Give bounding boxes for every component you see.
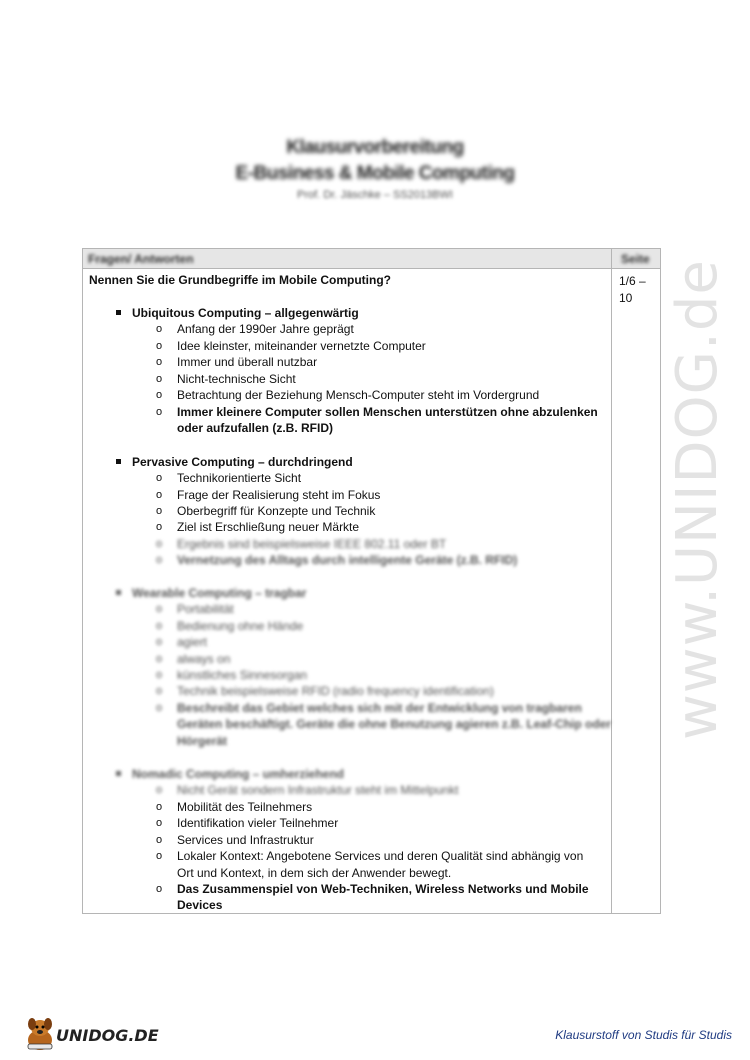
list-item: Vernetzung des Alltags durch intelligente Geräte (z.B. RFID) — [177, 553, 518, 567]
list-item: agiert — [177, 635, 208, 649]
list-item: Services und Infrastruktur — [177, 833, 314, 847]
question-text: Nennen Sie die Grundbegriffe im Mobile Computing? — [89, 273, 392, 287]
table-header — [83, 249, 660, 269]
footer-tagline: Klausurstoff von Studis für Studis — [555, 1028, 732, 1042]
circle-bullet-icon: o — [156, 603, 163, 615]
list-item: Ziel ist Erschließung neuer Märkte — [177, 520, 360, 534]
page-reference: 1/6 – 10 — [619, 274, 646, 305]
list-item: always on — [177, 652, 231, 666]
circle-bullet-icon: o — [156, 685, 163, 697]
dog-mascot-icon — [22, 1014, 58, 1054]
watermark: www.UNIDOG.de — [665, 259, 730, 740]
list-item: Immer kleinere Computer sollen Menschen unterstützen ohne abzulenken — [177, 405, 598, 419]
circle-bullet-icon: o — [156, 784, 163, 796]
subtitle: Prof. Dr. Jäschke – SS2013BWI — [297, 189, 453, 201]
circle-bullet-icon: o — [156, 389, 163, 401]
circle-bullet-icon: o — [156, 356, 163, 368]
list-item: Oberbegriff für Konzepte und Technik — [177, 504, 376, 518]
circle-bullet-icon: o — [156, 489, 163, 501]
circle-bullet-icon: o — [156, 472, 163, 484]
circle-bullet-icon: o — [156, 801, 163, 813]
list-item-continuation: Geräten beschäftigt. Geräte die ohne Benutzung agieren z.B. Leaf-Chip oder — [177, 717, 612, 731]
list-item: Immer und überall nutzbar — [177, 355, 318, 369]
column-divider — [611, 249, 612, 913]
circle-bullet-icon: o — [156, 834, 163, 846]
list-item: Technik beispielsweise RFID (radio frequency identification) — [177, 684, 494, 698]
list-item: Bedienung ohne Hände — [177, 619, 304, 633]
title-line-1: Klausurvorbereitung — [286, 137, 464, 158]
section-title: Wearable Computing – tragbar — [132, 586, 307, 600]
list-item-continuation: Ort und Kontext, in dem sich der Anwender bewegt. — [177, 866, 452, 880]
section-title: Ubiquitous Computing – allgegenwärtig — [132, 306, 359, 320]
list-item: Technikorientierte Sicht — [177, 471, 302, 485]
circle-bullet-icon: o — [156, 883, 163, 895]
list-item: Identifikation vieler Teilnehmer — [177, 816, 339, 830]
column-header-questions: Fragen/ Antworten — [88, 252, 194, 266]
square-bullet-icon — [116, 590, 121, 595]
circle-bullet-icon: o — [156, 538, 163, 550]
list-item: Nicht Gerät sondern Infrastruktur steht im Mittelpunkt — [177, 783, 459, 797]
square-bullet-icon — [116, 771, 121, 776]
section-title: Pervasive Computing – durchdringend — [132, 455, 353, 469]
list-item: Mobilität des Teilnehmers — [177, 800, 313, 814]
list-item-continuation: Devices — [177, 898, 223, 912]
circle-bullet-icon: o — [156, 850, 163, 862]
circle-bullet-icon: o — [156, 521, 163, 533]
list-item: künstliches Sinnesorgan — [177, 668, 308, 682]
circle-bullet-icon: o — [156, 669, 163, 681]
title-line-2: E-Business & Mobile Computing — [235, 163, 515, 184]
circle-bullet-icon: o — [156, 373, 163, 385]
circle-bullet-icon: o — [156, 653, 163, 665]
list-item: Das Zusammenspiel von Web-Techniken, Wireless Networks und Mobile — [177, 882, 589, 896]
list-item: Beschreibt das Gebiet welches sich mit der Entwicklung von tragbaren — [177, 701, 582, 715]
list-item: Idee kleinster, miteinander vernetzte Computer — [177, 339, 426, 353]
circle-bullet-icon: o — [156, 505, 163, 517]
square-bullet-icon — [116, 459, 121, 464]
column-header-page: Seite — [621, 252, 650, 266]
qa-table — [82, 248, 661, 914]
list-item: Betrachtung der Beziehung Mensch-Computer steht im Vordergrund — [177, 388, 540, 402]
circle-bullet-icon: o — [156, 406, 163, 418]
circle-bullet-icon: o — [156, 620, 163, 632]
list-item: Lokaler Kontext: Angebotene Services und deren Qualität sind abhängig von — [177, 849, 584, 863]
list-item-continuation: oder aufzufallen (z.B. RFID) — [177, 421, 333, 435]
list-item: Anfang der 1990er Jahre geprägt — [177, 322, 354, 336]
circle-bullet-icon: o — [156, 323, 163, 335]
circle-bullet-icon: o — [156, 817, 163, 829]
list-item: Frage der Realisierung steht im Fokus — [177, 488, 381, 502]
section-title: Nomadic Computing – umherziehend — [132, 767, 345, 781]
list-item: Ergebnis sind beispielsweise IEEE 802.11 oder BT — [177, 537, 447, 551]
list-item: Nicht-technische Sicht — [177, 372, 296, 386]
circle-bullet-icon: o — [156, 554, 163, 566]
circle-bullet-icon: o — [156, 340, 163, 352]
square-bullet-icon — [116, 310, 121, 315]
circle-bullet-icon: o — [156, 636, 163, 648]
unidog-logo — [22, 1014, 159, 1054]
document-header — [0, 135, 750, 201]
list-item-continuation: Hörgerät — [177, 734, 228, 748]
logo-text: UNIDOG.DE — [56, 1026, 159, 1045]
list-item: Portabilität — [177, 602, 234, 616]
circle-bullet-icon: o — [156, 702, 163, 714]
